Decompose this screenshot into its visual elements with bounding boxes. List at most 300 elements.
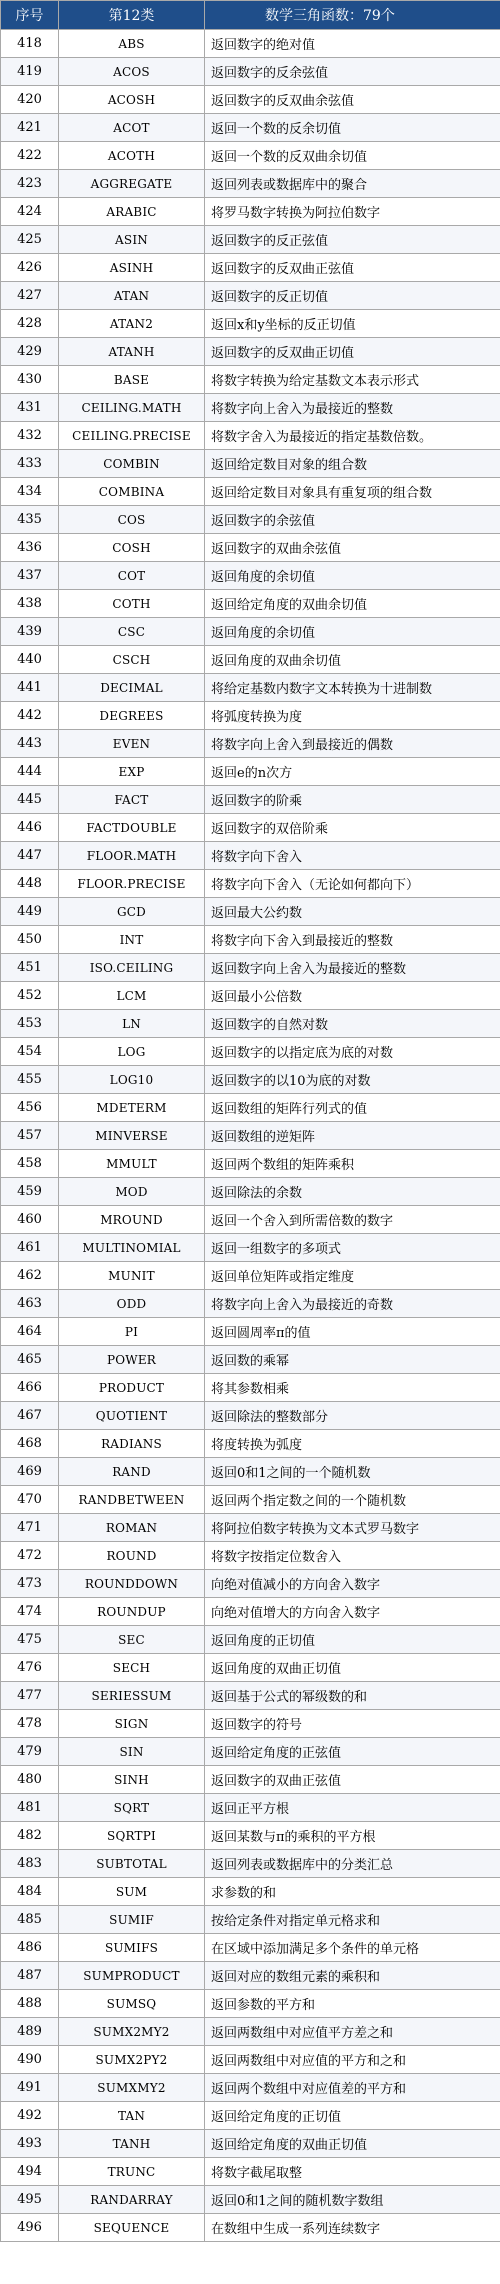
function-name: ACOSH [59,86,205,114]
function-description: 返回给定角度的正切值 [205,2102,500,2130]
function-name: ABS [59,30,205,58]
table-row [1,1262,500,1290]
table-row [1,1486,500,1514]
row-index: 445 [1,786,59,814]
function-name: SERIESSUM [59,1682,205,1710]
function-description: 返回圆周率π的值 [205,1318,500,1346]
function-name: FACTDOUBLE [59,814,205,842]
table-row [1,1122,500,1150]
function-name: ACOS [59,58,205,86]
table-row [1,254,500,282]
function-description: 返回数字的双曲正弦值 [205,1766,500,1794]
function-name: SUMX2MY2 [59,2018,205,2046]
function-name: ACOTH [59,142,205,170]
function-description: 返回除法的余数 [205,1178,500,1206]
table-row [1,1402,500,1430]
row-index: 482 [1,1822,59,1850]
table-row [1,954,500,982]
row-index: 489 [1,2018,59,2046]
row-index: 475 [1,1626,59,1654]
function-name: ROUNDUP [59,1598,205,1626]
function-description: 返回数字的阶乘 [205,786,500,814]
function-description: 返回除法的整数部分 [205,1402,500,1430]
function-name: LCM [59,982,205,1010]
function-description: 返回给定角度的双曲正切值 [205,2130,500,2158]
function-description: 返回给定数目对象的组合数 [205,450,500,478]
table-row [1,534,500,562]
table-row [1,1766,500,1794]
row-index: 424 [1,198,59,226]
table-row [1,366,500,394]
table-row [1,450,500,478]
table-row [1,226,500,254]
function-name: COMBINA [59,478,205,506]
function-description: 将数字向下舍入到最接近的整数 [205,926,500,954]
function-description: 返回0和1之间的一个随机数 [205,1458,500,1486]
table-row [1,618,500,646]
table-row [1,2046,500,2074]
table-row [1,114,500,142]
table-row [1,1626,500,1654]
function-description: 返回两个数组的矩阵乘积 [205,1150,500,1178]
function-name: MINVERSE [59,1122,205,1150]
function-description: 返回数字的反双曲正切值 [205,338,500,366]
function-description: 按给定条件对指定单元格求和 [205,1906,500,1934]
row-index: 453 [1,1010,59,1038]
row-index: 428 [1,310,59,338]
row-index: 457 [1,1122,59,1150]
row-index: 421 [1,114,59,142]
table-row [1,926,500,954]
function-description: 返回列表或数据库中的聚合 [205,170,500,198]
row-index: 446 [1,814,59,842]
function-name: SUMXMY2 [59,2074,205,2102]
row-index: 493 [1,2130,59,2158]
row-index: 438 [1,590,59,618]
table-row [1,1094,500,1122]
function-name: PRODUCT [59,1374,205,1402]
function-description: 返回一个数的反余切值 [205,114,500,142]
function-name: SEC [59,1626,205,1654]
table-header [1,1,500,30]
table-body [1,30,500,2242]
function-name: ASIN [59,226,205,254]
row-index: 433 [1,450,59,478]
row-index: 437 [1,562,59,590]
row-index: 455 [1,1066,59,1094]
row-index: 488 [1,1990,59,2018]
table-row [1,982,500,1010]
function-description: 将数字向上舍入为最接近的奇数 [205,1290,500,1318]
table-row [1,2102,500,2130]
row-index: 496 [1,2214,59,2242]
function-name: TRUNC [59,2158,205,2186]
table-row [1,310,500,338]
function-description: 返回两数组中对应值的平方和之和 [205,2046,500,2074]
row-index: 422 [1,142,59,170]
function-description: 返回x和y坐标的反正切值 [205,310,500,338]
function-description: 返回数字的反正弦值 [205,226,500,254]
row-index: 427 [1,282,59,310]
function-description: 向绝对值增大的方向舍入数字 [205,1598,500,1626]
table-row [1,646,500,674]
function-name: SUM [59,1878,205,1906]
function-name: AGGREGATE [59,170,205,198]
function-name: BASE [59,366,205,394]
table-row [1,1206,500,1234]
table-row [1,674,500,702]
row-index: 423 [1,170,59,198]
row-index: 435 [1,506,59,534]
function-name: CEILING.MATH [59,394,205,422]
row-index: 452 [1,982,59,1010]
row-index: 440 [1,646,59,674]
function-name: COS [59,506,205,534]
table-row [1,2018,500,2046]
function-name: ATAN2 [59,310,205,338]
function-name: RANDBETWEEN [59,1486,205,1514]
function-description: 返回数字的以指定底为底的对数 [205,1038,500,1066]
table-row [1,506,500,534]
row-index: 467 [1,1402,59,1430]
row-index: 492 [1,2102,59,2130]
function-description: 将数字舍入为最接近的指定基数倍数。 [205,422,500,450]
table-row [1,198,500,226]
function-description: 返回数字的双曲余弦值 [205,534,500,562]
function-description: 将数字向下舍入（无论如何都向下） [205,870,500,898]
row-index: 448 [1,870,59,898]
function-name: PI [59,1318,205,1346]
table-row [1,1878,500,1906]
table-row [1,1682,500,1710]
function-description: 将数字截尾取整 [205,2158,500,2186]
function-name: MOD [59,1178,205,1206]
function-description: 返回e的n次方 [205,758,500,786]
function-name: GCD [59,898,205,926]
function-name: SUMSQ [59,1990,205,2018]
table-row [1,758,500,786]
function-name: ATAN [59,282,205,310]
table-row [1,702,500,730]
row-index: 461 [1,1234,59,1262]
row-index: 480 [1,1766,59,1794]
row-index: 418 [1,30,59,58]
function-name: SIN [59,1738,205,1766]
row-index: 476 [1,1654,59,1682]
function-name: SECH [59,1654,205,1682]
function-description: 将度转换为弧度 [205,1430,500,1458]
table-row [1,1598,500,1626]
function-description: 返回最大公约数 [205,898,500,926]
table-row [1,1150,500,1178]
row-index: 454 [1,1038,59,1066]
row-index: 484 [1,1878,59,1906]
table-row [1,786,500,814]
row-index: 436 [1,534,59,562]
row-index: 472 [1,1542,59,1570]
function-name: COMBIN [59,450,205,478]
function-description: 将数字向下舍入 [205,842,500,870]
row-index: 487 [1,1962,59,1990]
function-name: SUMPRODUCT [59,1962,205,1990]
row-index: 447 [1,842,59,870]
row-index: 486 [1,1934,59,1962]
table-row [1,1822,500,1850]
table-row [1,1934,500,1962]
table-row [1,1374,500,1402]
function-name: CSC [59,618,205,646]
table-row [1,1570,500,1598]
function-description: 返回数字的自然对数 [205,1010,500,1038]
row-index: 456 [1,1094,59,1122]
row-index: 490 [1,2046,59,2074]
function-description: 返回数字的以10为底的对数 [205,1066,500,1094]
row-index: 468 [1,1430,59,1458]
table-row [1,814,500,842]
table-row [1,2158,500,2186]
table-row [1,282,500,310]
function-description: 返回数字的符号 [205,1710,500,1738]
row-index: 470 [1,1486,59,1514]
table-row [1,2074,500,2102]
header-category: 第12类 [59,1,205,30]
function-name: RAND [59,1458,205,1486]
row-index: 442 [1,702,59,730]
function-description: 返回一组数字的多项式 [205,1234,500,1262]
row-index: 425 [1,226,59,254]
function-description: 返回两个指定数之间的一个随机数 [205,1486,500,1514]
function-name: COT [59,562,205,590]
row-index: 419 [1,58,59,86]
table-row [1,170,500,198]
function-name: SUMIFS [59,1934,205,1962]
table-row [1,86,500,114]
table-row [1,898,500,926]
row-index: 494 [1,2158,59,2186]
row-index: 469 [1,1458,59,1486]
function-description: 将其参数相乘 [205,1374,500,1402]
function-description: 返回数字的双倍阶乘 [205,814,500,842]
table-row [1,1066,500,1094]
function-name: RADIANS [59,1430,205,1458]
function-description: 返回数字的反正切值 [205,282,500,310]
function-name: CSCH [59,646,205,674]
function-description: 返回数字的余弦值 [205,506,500,534]
function-description: 在区域中添加满足多个条件的单元格 [205,1934,500,1962]
table-row [1,1850,500,1878]
function-description: 向绝对值减小的方向舍入数字 [205,1570,500,1598]
row-index: 464 [1,1318,59,1346]
row-index: 429 [1,338,59,366]
table-row [1,1542,500,1570]
function-name: SUMIF [59,1906,205,1934]
function-name: SQRTPI [59,1822,205,1850]
row-index: 430 [1,366,59,394]
table-row [1,58,500,86]
function-name: LOG10 [59,1066,205,1094]
row-index: 483 [1,1850,59,1878]
function-name: EVEN [59,730,205,758]
row-index: 426 [1,254,59,282]
row-index: 473 [1,1570,59,1598]
row-index: 466 [1,1374,59,1402]
table-row [1,1430,500,1458]
function-description: 返回数组的矩阵行列式的值 [205,1094,500,1122]
function-description: 返回对应的数组元素的乘积和 [205,1962,500,1990]
function-name: ROMAN [59,1514,205,1542]
function-description: 返回数字的绝对值 [205,30,500,58]
table-row [1,2214,500,2242]
function-name: SUMX2PY2 [59,2046,205,2074]
function-description: 返回列表或数据库中的分类汇总 [205,1850,500,1878]
function-description: 将弧度转换为度 [205,702,500,730]
row-index: 495 [1,2186,59,2214]
function-description: 将罗马数字转换为阿拉伯数字 [205,198,500,226]
table-row [1,422,500,450]
function-description: 返回角度的正切值 [205,1626,500,1654]
row-index: 485 [1,1906,59,1934]
row-index: 459 [1,1178,59,1206]
function-description: 返回参数的平方和 [205,1990,500,2018]
table-row [1,142,500,170]
row-index: 478 [1,1710,59,1738]
function-description: 返回给定角度的正弦值 [205,1738,500,1766]
table-row [1,478,500,506]
function-description: 返回一个舍入到所需倍数的数字 [205,1206,500,1234]
function-description: 返回基于公式的幂级数的和 [205,1682,500,1710]
function-name: ATANH [59,338,205,366]
table-row [1,1290,500,1318]
function-name: FLOOR.MATH [59,842,205,870]
function-name: SQRT [59,1794,205,1822]
function-description: 返回数字的反余弦值 [205,58,500,86]
function-description: 返回角度的余切值 [205,562,500,590]
table-row [1,870,500,898]
function-name: MDETERM [59,1094,205,1122]
table-row [1,1990,500,2018]
table-row [1,1738,500,1766]
function-description: 返回正平方根 [205,1794,500,1822]
table-row [1,1318,500,1346]
header-row [1,1,500,30]
function-description: 在数组中生成一系列连续数字 [205,2214,500,2242]
function-name: POWER [59,1346,205,1374]
row-index: 441 [1,674,59,702]
row-index: 463 [1,1290,59,1318]
function-name: ROUND [59,1542,205,1570]
row-index: 477 [1,1682,59,1710]
row-index: 443 [1,730,59,758]
table-row [1,30,500,58]
function-description: 返回数组的逆矩阵 [205,1122,500,1150]
function-name: ODD [59,1290,205,1318]
function-description: 返回给定数目对象具有重复项的组合数 [205,478,500,506]
function-name: FLOOR.PRECISE [59,870,205,898]
function-description: 返回一个数的反双曲余切值 [205,142,500,170]
function-name: COTH [59,590,205,618]
row-index: 481 [1,1794,59,1822]
table-row [1,394,500,422]
table-row [1,2186,500,2214]
row-index: 471 [1,1514,59,1542]
row-index: 434 [1,478,59,506]
function-name: ARABIC [59,198,205,226]
function-name: SUBTOTAL [59,1850,205,1878]
function-description: 返回两数组中对应值平方差之和 [205,2018,500,2046]
function-description: 返回角度的双曲余切值 [205,646,500,674]
table-row [1,562,500,590]
function-name: LN [59,1010,205,1038]
table-row [1,1010,500,1038]
table-row [1,1346,500,1374]
row-index: 451 [1,954,59,982]
function-name: FACT [59,786,205,814]
table-row [1,338,500,366]
table-row [1,1710,500,1738]
function-name: ROUNDDOWN [59,1570,205,1598]
row-index: 420 [1,86,59,114]
row-index: 460 [1,1206,59,1234]
function-description: 求参数的和 [205,1878,500,1906]
function-name: TAN [59,2102,205,2130]
table-row [1,842,500,870]
row-index: 474 [1,1598,59,1626]
row-index: 458 [1,1150,59,1178]
function-name: DEGREES [59,702,205,730]
function-description: 将阿拉伯数字转换为文本式罗马数字 [205,1514,500,1542]
function-description: 返回数字的反双曲余弦值 [205,86,500,114]
table-row [1,1458,500,1486]
function-description: 返回数字向上舍入为最接近的整数 [205,954,500,982]
row-index: 431 [1,394,59,422]
table-row [1,1514,500,1542]
function-description: 将给定基数内数字文本转换为十进制数 [205,674,500,702]
function-name: LOG [59,1038,205,1066]
table-row [1,1654,500,1682]
row-index: 491 [1,2074,59,2102]
table-row [1,730,500,758]
function-description: 返回给定角度的双曲余切值 [205,590,500,618]
function-description: 将数字按指定位数舍入 [205,1542,500,1570]
table-row [1,1234,500,1262]
row-index: 444 [1,758,59,786]
function-description: 将数字向上舍入为最接近的整数 [205,394,500,422]
function-name: ISO.CEILING [59,954,205,982]
function-name: QUOTIENT [59,1402,205,1430]
function-name: EXP [59,758,205,786]
function-description: 返回数字的反双曲正弦值 [205,254,500,282]
table-row [1,2130,500,2158]
header-description: 数学三角函数：79个 [205,1,500,30]
header-index: 序号 [1,1,59,30]
function-name: CEILING.PRECISE [59,422,205,450]
table-row [1,590,500,618]
table-row [1,1962,500,1990]
function-description: 返回0和1之间的随机数字数组 [205,2186,500,2214]
row-index: 465 [1,1346,59,1374]
function-name: DECIMAL [59,674,205,702]
function-description: 返回数的乘幂 [205,1346,500,1374]
function-name: MROUND [59,1206,205,1234]
function-name: ACOT [59,114,205,142]
table-row [1,1906,500,1934]
function-description: 返回最小公倍数 [205,982,500,1010]
function-name: RANDARRAY [59,2186,205,2214]
row-index: 462 [1,1262,59,1290]
function-name: TANH [59,2130,205,2158]
function-description: 将数字转换为给定基数文本表示形式 [205,366,500,394]
function-name: SIGN [59,1710,205,1738]
